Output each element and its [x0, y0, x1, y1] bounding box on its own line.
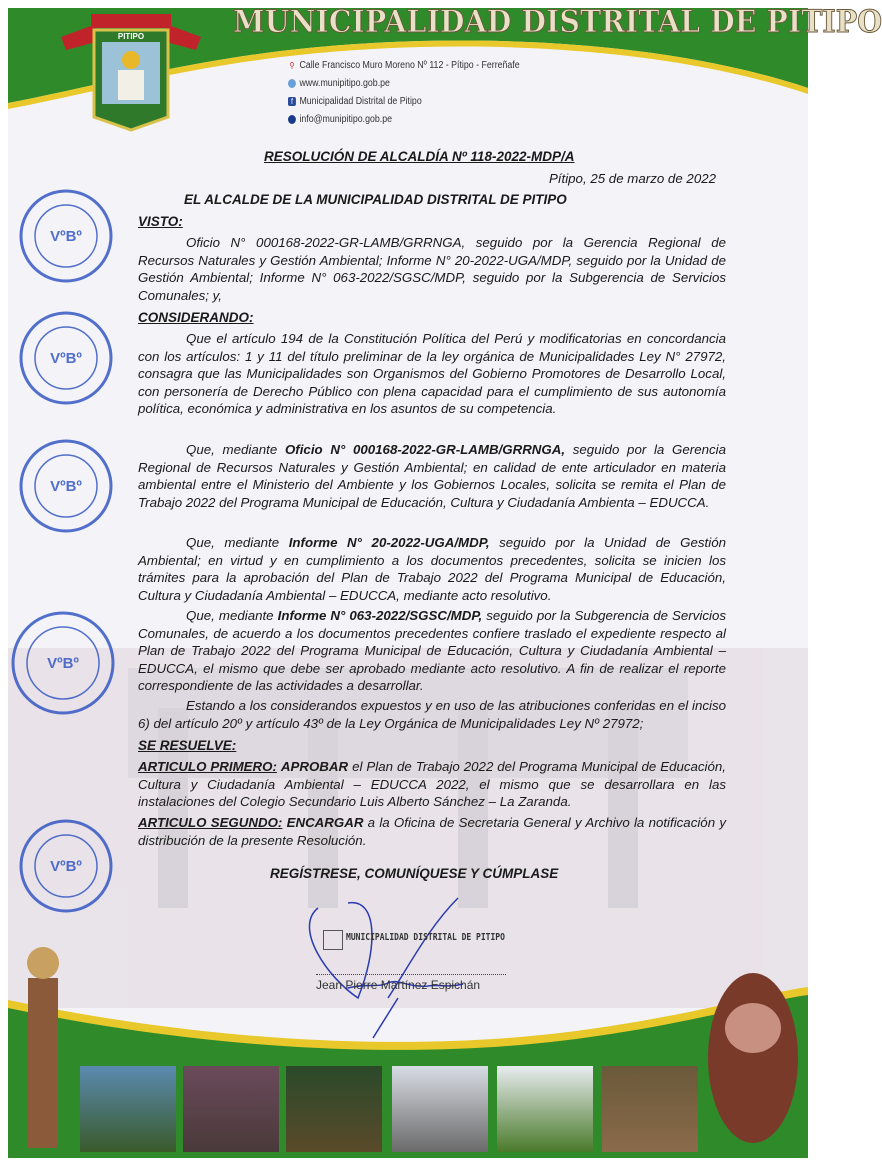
approval-stamp [18, 310, 114, 411]
signatory-name: Jean Pierre Martínez Espichán [316, 978, 481, 992]
location-pin-icon: ⚲ [289, 61, 295, 70]
institution-title: MUNICIPALIDAD DISTRITAL DE PITIPO [233, 4, 882, 40]
visto-paragraph: Oficio N° 000168-2022-GR-LAMB/GRRNGA, seguido por la Gerencia Regional de Recursos Naturales y Gestión Ambiental; Informe N° 20-2022-UGA/MDP, seguido por la Unidad de Gestión Ambiental; Informe N° 063-2022/SGSC/MDP, seguido por la Subgerencia de Servicios Comunales; y, [138, 235, 726, 303]
signature-line [316, 974, 506, 975]
svg-text:VºBº: VºBº [50, 858, 82, 875]
considerando-paragraph-4: Que, mediante Informe N° 063-2022/SGSC/MDP, seguido por la Subgerencia de Servicios Comunales, de acuerdo a los documentos precedentes confiere traslado el expediente respecto al Plan de Trabajo 2022 del Programa Municipal de Educación, Cultura y Ciudadanía Ambiental – EDUCCA, el mismo que debe ser aprobado mediante acto resolutivo. A fin de realizar el reporte correspondiente de las actividades a desarrollar. [138, 608, 726, 694]
contact-address: ⚲ Calle Francisco Muro Moreno Nº 112 - Pítipo - Ferreñafe [289, 60, 520, 71]
visto-heading: VISTO: [138, 214, 183, 229]
signature-block [308, 928, 528, 1008]
considerando-paragraph-2: Que, mediante Oficio N° 000168-2022-GR-LAMB/GRRNGA, seguido por la Gerencia Regional de Recursos Naturales y Gestión Ambiental; en calidad de ente articulador en materia ambiental entre el Ministerio del Ambiente y los Gobiernos Locales, solicita se remita el Plan de Trabajo 2022 del Programa Municipal de Educación, Cultura y Ciudadanía Ambienta – EDUCCA. [138, 442, 726, 510]
estando-paragraph: Estando a los considerandos expuestos y en uso de las atribuciones conferidas en el inciso 6) del artículo 20º y artículo 43º de la Ley Orgánica de Municipalidades Ley Nº 27972; [138, 698, 726, 731]
approval-stamp [18, 438, 114, 539]
articulo-primero: ARTICULO PRIMERO: APROBAR el Plan de Trabajo 2022 del Programa Municipal de Educación, Cultura y Ciudadanía Ambiental – EDUCCA 2022, el mismo que se desarrollara en las instalaciones del Colegio Secundario Luis Alberto Sánchez – La Zaranda. [138, 759, 726, 810]
photo-rock-formation [80, 1066, 176, 1152]
document-page [8, 4, 882, 1158]
ceremonial-artifact-image [703, 968, 803, 1158]
svg-text:VºBº: VºBº [50, 350, 82, 367]
email-icon [288, 115, 296, 124]
reference-informe-uga: Informe N° 20-2022-UGA/MDP, [288, 535, 490, 550]
contact-facebook[interactable]: f Municipalidad Distrital de Pitipo [288, 96, 422, 107]
contact-website[interactable]: www.munipitipo.gob.pe [288, 78, 390, 89]
se-resuelve-heading: SE RESUELVE: [138, 738, 237, 753]
stamp-logo-icon [323, 930, 343, 950]
considerando-paragraph-1: Que el artículo 194 de la Constitución Política del Perú y modificatorias en concordancia con los artículos: 1 y 11 del título preliminar de la ley orgánica de Municipalidades Ley N° 27972, consagra que las Municipalidades son Organismos del Gobierno Promotores de Desarrollo Local, con personería de Derecho Público con plena capacidad para el cumplimiento de sus autonomía política, económica y administrativa en los asuntos de su competencia. [138, 331, 726, 417]
document-date: Pítipo, 25 de marzo de 2022 [548, 171, 716, 186]
svg-text:VºBº: VºBº [50, 228, 82, 245]
municipal-crest-logo [56, 12, 206, 132]
considerando-paragraph-3: Que, mediante Informe N° 20-2022-UGA/MDP, seguido por la Unidad de Gestión Ambiental; en virtud y en cumplimiento a los documentos precedentes, solicita se inicien los trámites para la aprobación del Plan de Trabajo 2022 del Programa Municipal de Educación, Cultura y Ciudadanía Ambiental – EDUCCA, mediante acto resolutivo. [138, 535, 726, 603]
photo-dry-forest [602, 1066, 698, 1152]
photo-plant [183, 1066, 279, 1152]
globe-icon [288, 79, 296, 88]
closing-formula: REGÍSTRESE, COMUNÍQUESE Y CÚMPLASE [270, 866, 559, 881]
photo-tree [497, 1066, 593, 1152]
svg-text:VºBº: VºBº [47, 655, 79, 672]
facebook-icon: f [288, 97, 296, 106]
photo-forest [286, 1066, 382, 1152]
approval-stamp [10, 610, 116, 721]
approval-stamp [18, 188, 114, 289]
svg-text:PITIPO: PITIPO [117, 32, 145, 41]
warrior-figure-image [8, 938, 88, 1158]
resolution-title: RESOLUCIÓN DE ALCALDÍA Nº 118-2022-MDP/A [264, 149, 575, 164]
articulo-segundo: ARTICULO SEGUNDO: ENCARGAR a la Oficina de Secretaria General y Archivo la notificación y distribución de la presente Resolución. [138, 815, 726, 848]
approval-stamp [18, 818, 114, 919]
photo-bird [392, 1066, 488, 1152]
issuer-heading: EL ALCALDE DE LA MUNICIPALIDAD DISTRITAL DE PITIPO [184, 192, 567, 207]
reference-informe-sgsc: Informe N° 063-2022/SGSC/MDP, [277, 608, 483, 623]
contact-email[interactable]: info@munipitipo.gob.pe [288, 114, 392, 125]
considerando-heading: CONSIDERANDO: [138, 310, 254, 325]
signature-stamp-text: MUNICIPALIDAD DISTRITAL DE PITIPO [346, 932, 505, 943]
reference-oficio: Oficio N° 000168-2022-GR-LAMB/GRRNGA, [284, 442, 566, 457]
svg-text:VºBº: VºBº [50, 478, 82, 495]
